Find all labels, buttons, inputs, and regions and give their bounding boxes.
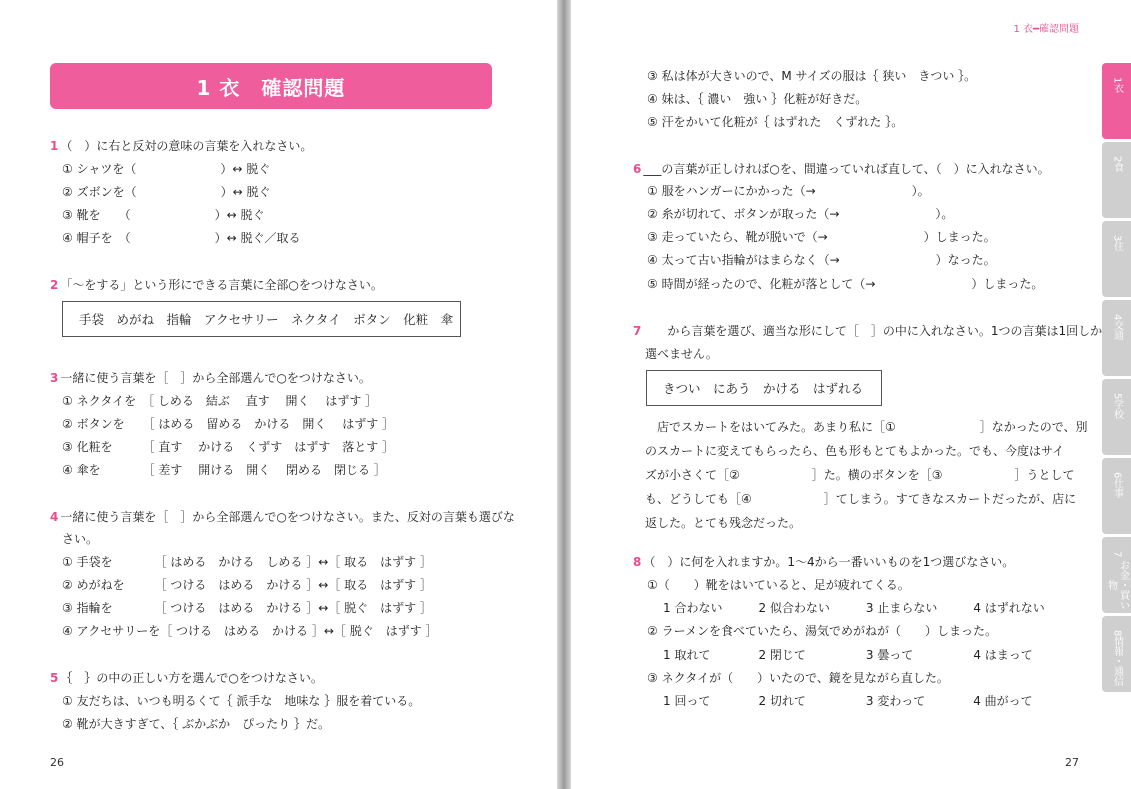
question-5-item: ⑤ 汗をかいて化粧が｛ はずれた くずれた ｝。	[647, 115, 904, 129]
question-7-prompt: 7 から言葉を選び、適当な形にして［ ］の中に入れなさい。1つの言葉は1回しか	[633, 324, 1103, 338]
question-8-choices: 1 取れて 2 閉じて 3 曇って 4 はまって	[663, 648, 1033, 662]
question-5-item: ① 友だちは、いつも明るくて｛ 派手な 地味な ｝服を着ている。	[62, 694, 421, 708]
question-3-item: ② ボタンを ［ はめる 留める かける 開く はずす ］	[62, 417, 395, 431]
chapter-tab-4[interactable]: 4 交通	[1102, 300, 1131, 376]
chapter-tab-1[interactable]: 1 衣	[1102, 63, 1131, 139]
question-3-item: ① ネクタイを ［ しめる 結ぶ 直す 開く はずす ］	[62, 394, 378, 408]
question-4-item: ① 手袋を ［ はめる かける しめる ］↔［ 取る はずす ］	[62, 555, 432, 569]
question-8-stem: ③ ネクタイが（ ）いたので、鏡を見ながら直した。	[647, 671, 949, 685]
chapter-tab-6[interactable]: 6 仕事	[1102, 458, 1131, 534]
question-5-item: ② 靴が大きすぎて、｛ ぶかぶか ぴったり ｝だ。	[62, 717, 330, 731]
page-number: 26	[50, 756, 64, 769]
question-6-item: ⑤ 時間が経ったので、化粧が落として（→ ）しまった。	[647, 277, 1044, 291]
chapter-tab-3[interactable]: 3 住	[1102, 221, 1131, 297]
question-4-prompt-cont: さい。	[62, 532, 99, 546]
question-1-item: ③ 靴を （ ）↔ 脱ぐ	[62, 208, 265, 222]
passage-line: のスカートに変えてもらったら、色も形もとてもよかった。でも、今度はサイ	[645, 444, 1065, 458]
question-6-item: ① 服をハンガーにかかった（→ ）。	[647, 184, 930, 198]
question-2-prompt: 2 「〜をする」という形にできる言葉に全部○をつけなさい。	[50, 278, 383, 292]
question-7-prompt-cont: 選べません。	[645, 347, 718, 361]
question-3-item: ③ 化粧を ［ 直す かける くずす はずす 落とす ］	[62, 440, 395, 454]
chapter-tabs	[1102, 63, 1131, 695]
passage-line: 返した。とても残念だった。	[645, 516, 802, 530]
question-8-prompt: 8 （ ）に何を入れますか。1〜4から一番いいものを1つ選びなさい。	[633, 555, 1015, 569]
question-4-prompt: 4 一緒に使う言葉を［ ］から全部選んで○をつけなさい。また、反対の言葉も選びな	[50, 510, 515, 524]
right-page	[571, 0, 1131, 789]
question-4-item: ④ アクセサリーを［ つける はめる かける ］↔［ 脱ぐ はずす ］	[62, 624, 438, 638]
question-5-item: ③ 私は体が大きいので、M サイズの服は｛ 狭い きつい ｝。	[647, 69, 977, 83]
running-head: 1 衣━確認問題	[1013, 24, 1079, 35]
question-6-prompt: 6 ___の言葉が正しければ○を、間違っていれば直して、（ ）に入れなさい。	[633, 162, 1050, 176]
question-1-item: ① シャツを（ ）↔ 脱ぐ	[62, 162, 271, 176]
passage-line: 店でスカートをはいてみた。あまり私に［① ］なかったので、別	[645, 420, 1088, 434]
question-8-stem: ② ラーメンを食べていたら、湯気でめがねが（ ）しまった。	[647, 624, 997, 638]
question-8-choices: 1 合わない 2 似合わない 3 止まらない 4 はずれない	[663, 601, 1045, 615]
chapter-tab-2[interactable]: 2 食	[1102, 142, 1131, 218]
word-box: きつい にあう かける はずれる	[646, 370, 882, 406]
page-number: 27	[1065, 756, 1079, 769]
chapter-tab-5[interactable]: 5 学校	[1102, 379, 1131, 455]
question-6-item: ③ 走っていたら、靴が脱いで（→ ）しまった。	[647, 230, 996, 244]
question-1-item: ④ 帽子を （ ）↔ 脱ぐ／取る	[62, 231, 301, 245]
chapter-tab-8[interactable]: 8 情報・通信	[1102, 616, 1131, 692]
left-page	[0, 0, 557, 789]
chapter-tab-7[interactable]: 7 お金・買い物	[1102, 537, 1131, 613]
question-8-stem: ①（ ）靴をはいていると、足が疲れてくる。	[647, 578, 910, 592]
question-5-item: ④ 妹は、｛ 濃い 強い ｝化粧が好きだ。	[647, 92, 868, 106]
question-3-item: ④ 傘を ［ 差す 開ける 開く 閉める 閉じる ］	[62, 463, 386, 477]
question-1-item: ② ズボンを（ ）↔ 脱ぐ	[62, 185, 271, 199]
question-6-item: ② 糸が切れて、ボタンが取った（→ ）。	[647, 207, 954, 221]
passage-line: も、どうしても［④ ］てしまう。すてきなスカートだったが、店に	[645, 492, 1077, 506]
question-4-item: ② めがねを ［ つける はめる かける ］↔［ 取る はずす ］	[62, 578, 432, 592]
question-1-prompt: 1 （ ）に右と反対の意味の言葉を入れなさい。	[50, 139, 313, 153]
question-6-item: ④ 太って古い指輪がはまらなく（→ ）なった。	[647, 253, 996, 267]
word-box: 手袋 めがね 指輪 アクセサリー ネクタイ ボタン 化粧 傘	[62, 301, 461, 337]
question-3-prompt: 3 一緒に使う言葉を［ ］から全部選んで○をつけなさい。	[50, 371, 371, 385]
book-gutter	[557, 0, 571, 789]
question-5-prompt: 5 ｛ ｝の中の正しい方を選んで○をつけなさい。	[50, 671, 323, 685]
question-8-choices: 1 回って 2 切れて 3 変わって 4 曲がって	[663, 694, 1033, 708]
page-title: 1 衣 確認問題	[50, 63, 492, 109]
question-4-item: ③ 指輪を ［ つける はめる かける ］↔［ 脱ぐ はずす ］	[62, 601, 432, 615]
passage-line: ズが小さくて［② ］た。横のボタンを［③ ］うとして	[645, 468, 1075, 482]
